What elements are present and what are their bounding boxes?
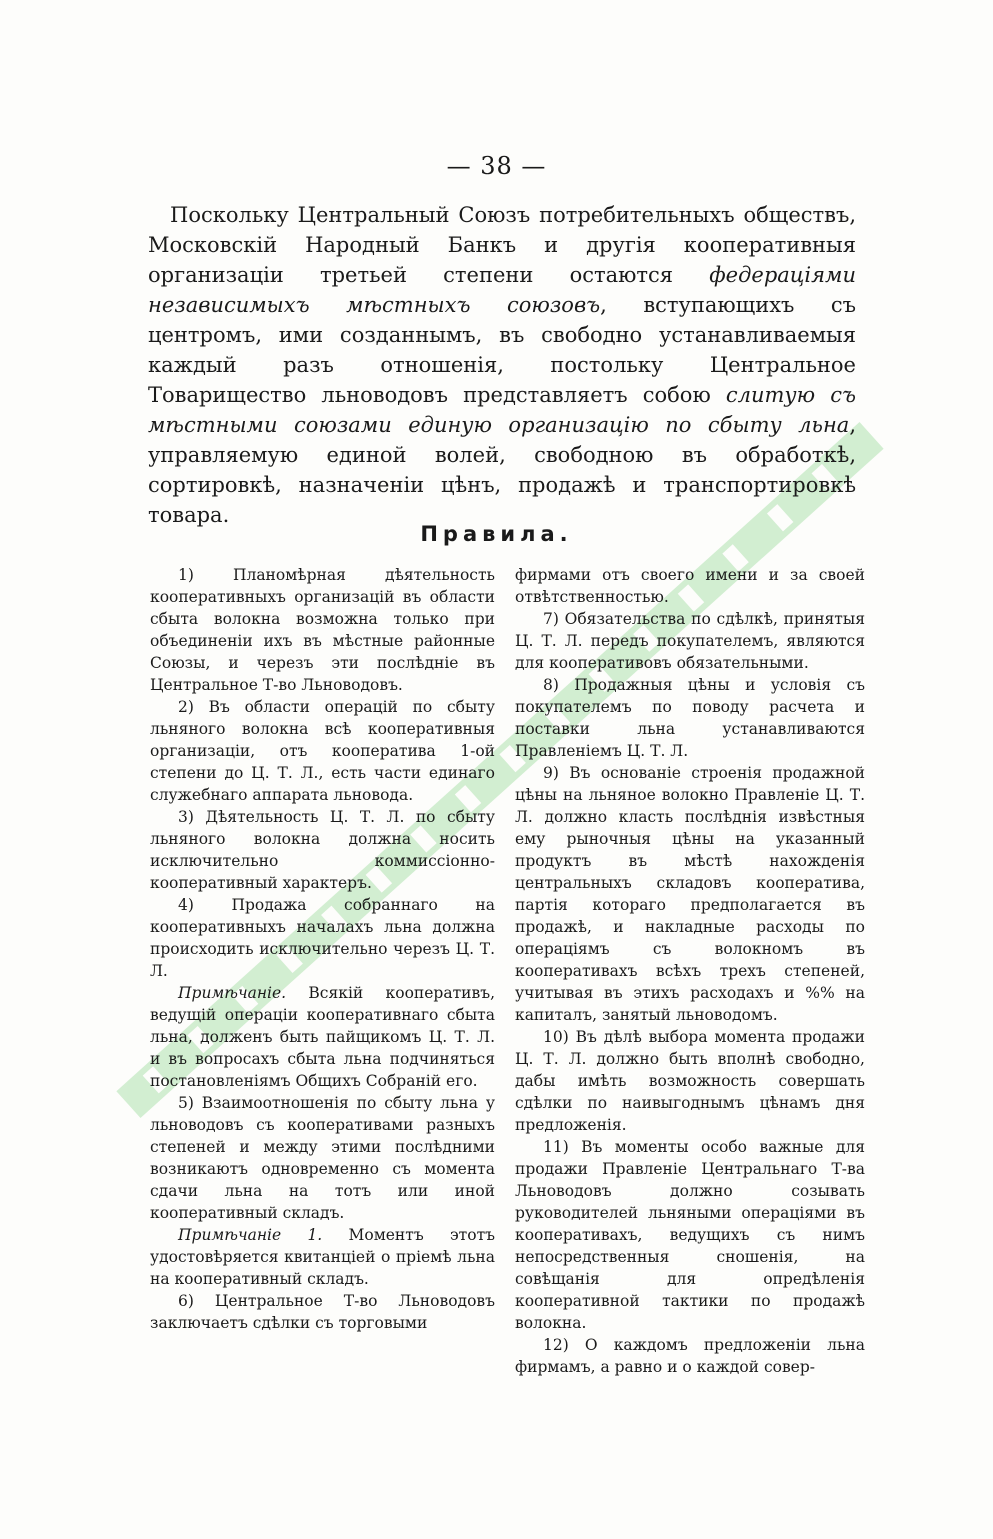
left-column — [150, 564, 495, 1334]
rule-4: 4) Продажа собраннаго на кооперативныхъ началахъ льна должна происходить исключительно черезъ Ц. Т. Л. — [150, 896, 495, 980]
intro-emphasis-1: федераціями независимыхъ мѣстныхъ союзовъ — [148, 263, 856, 317]
rule-8: 8) Продажныя цѣны и условія съ покупателемъ по поводу расчета и поставки льна устанавливаются Правленіемъ Ц. Т. Л. — [515, 676, 865, 760]
rule-12: 12) О каждомъ предложеніи льна фирмамъ, а равно и о каждой совер- — [515, 1336, 865, 1376]
rule-6: 6) Центральное Т-во Льноводовъ заключаетъ сдѣлки съ торговыми — [150, 1292, 495, 1332]
note-1-label: Примѣчаніе. — [178, 984, 287, 1002]
note-2-label: Примѣчаніе 1. — [178, 1226, 323, 1244]
intro-emphasis-2: слитую съ мѣстными союзами единую организацію по сбыту льна — [148, 383, 856, 437]
rule-5: 5) Взаимоотношенія по сбыту льна у льноводовъ съ кооперативами разныхъ степеней и между этими послѣдними возникаютъ одновременно съ момента сдачи льна на тотъ или иной кооперативный складъ. — [150, 1094, 495, 1222]
intro-paragraph — [148, 200, 856, 530]
intro-text-1: Поскольку Центральный Союзъ потребительныхъ обществъ, Московскій Народный Банкъ и другія кооперативныя организаціи третьей степени остаются — [148, 203, 856, 287]
note-2 — [150, 1224, 495, 1290]
rule-10: 10) Въ дѣлѣ выбора момента продажи Ц. Т. Л. должно быть вполнѣ свободно, дабы имѣть возможность совершать сдѣлки по наивыгоднымъ цѣнамъ дня предложенія. — [515, 1028, 865, 1134]
intro-text-2: , вступающихъ съ центромъ, ими созданнымъ, въ свободно устанавливаемыя каждый разъ отношенія, постольку Центральное Товарищество льноводовъ представляетъ собою — [148, 293, 856, 407]
rule-1: 1) Планомѣрная дѣятельность кооперативныхъ организацій въ области сбыта волокна возможна только при объединеніи ихъ въ мѣстные районные Союзы, и черезъ эти послѣдніе въ Центральное Т-во Льноводовъ. — [150, 566, 495, 694]
right-column — [515, 564, 865, 1378]
rule-7: 7) Обязательства по сдѣлкѣ, принятыя Ц. Т. Л. передъ покупателемъ, являются для кооперативовъ обязательными. — [515, 610, 865, 672]
rule-3: 3) Дѣятельность Ц. Т. Л. по сбыту льняного волокна должна носить исключительно коммиссіонно-кооперативный характеръ. — [150, 808, 495, 892]
note-1 — [150, 982, 495, 1092]
rule-6-continued: фирмами отъ своего имени и за своей отвѣтственностью. — [515, 566, 865, 606]
rule-11: 11) Въ моменты особо важные для продажи Правленіе Центральнаго Т-ва Льноводовъ должно созывать руководителей льняными операціями въ кооперативахъ, ведущихъ съ нимъ непосредственныя сношенія, на совѣщанія для опредѣленія кооперативной тактики по продажѣ волокна. — [515, 1138, 865, 1332]
intro-text-3: , управляемую единой волей, свободною въ обработкѣ, сортировкѣ, назначеніи цѣнъ, продажѣ и транспортировкѣ товара. — [148, 413, 856, 527]
section-title: Правила. — [420, 522, 573, 546]
note-2-text: Моментъ этотъ удостовѣряется квитанціей о пріемѣ льна на кооперативный складъ. — [150, 1226, 495, 1288]
rule-2: 2) Въ области операцій по сбыту льняного волокна всѣ кооперативныя организаціи, отъ кооператива 1-ой степени до Ц. Т. Л., есть части единаго служебнаго аппарата льновода. — [150, 698, 495, 804]
page-number: — 38 — — [446, 152, 547, 180]
rule-9: 9) Въ основаніе строенія продажной цѣны на льняное волокно Правленіе Ц. Т. Л. должно класть послѣднія извѣстныя ему рыночныя цѣны на указанный продуктъ въ мѣстѣ нахожденія центральныхъ складовъ кооператива, партія котораго предполагается въ продажѣ, и накладные расходы по операціямъ съ волокномъ въ кооперативахъ всѣхъ трехъ степеней, учитывая въ этихъ расходахъ и %% на капиталъ, занятый льноводомъ. — [515, 764, 865, 1024]
note-1-text: Всякій кооперативъ, ведущій операціи кооперативнаго сбыта льна, долженъ быть пайщикомъ Ц. Т. Л. и въ вопросахъ сбыта льна подчиняться постановленіямъ Общихъ Собраній его. — [150, 984, 495, 1090]
